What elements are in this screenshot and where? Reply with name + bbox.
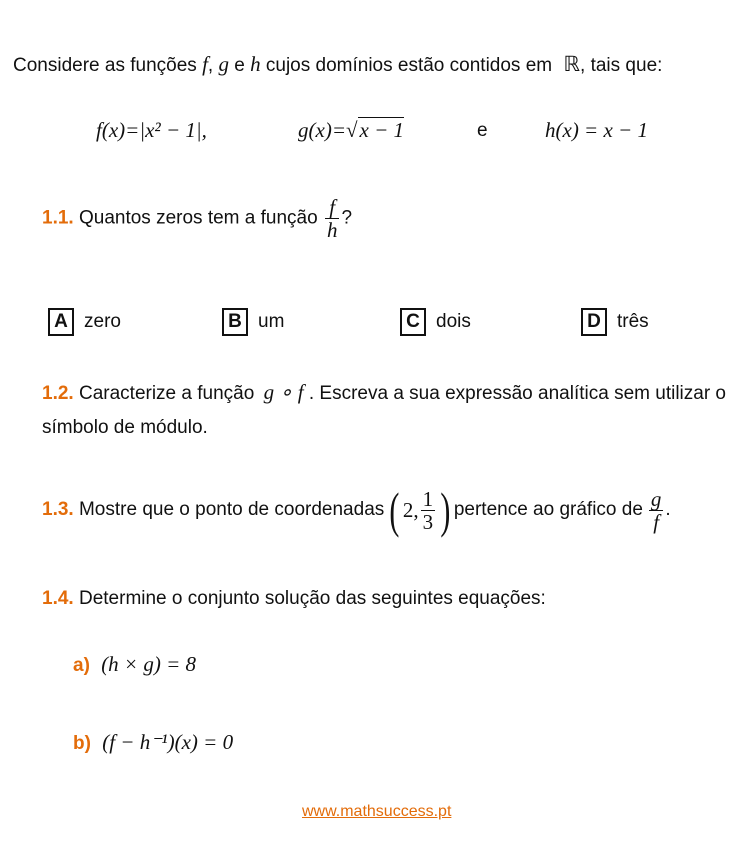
g-eq: =√ <box>331 118 358 142</box>
option-c[interactable] <box>400 308 471 336</box>
option-letter-box: B <box>222 308 248 336</box>
option-letter-box: C <box>400 308 426 336</box>
f-rhs: =|x² − 1|, <box>125 118 207 142</box>
option-label: dois <box>436 311 471 332</box>
frac-den: h <box>326 218 338 242</box>
item-label: a) <box>73 655 90 676</box>
real-set-symbol: ℝ <box>563 52 581 76</box>
coord-a: 2, <box>402 497 419 522</box>
left-paren: ( <box>389 482 400 538</box>
and-word-2: e <box>477 120 488 141</box>
footer-link[interactable]: www.mathsuccess.pt <box>302 803 452 820</box>
f-symbol: f <box>202 52 208 76</box>
g-lhs: g(x) <box>298 118 332 142</box>
option-d[interactable] <box>581 308 649 336</box>
g-radicand: x − 1 <box>359 118 405 142</box>
question-text: Determine o conjunto solução das seguintes equações: <box>78 588 546 609</box>
intro-line <box>13 52 662 77</box>
item-a <box>73 652 196 677</box>
question-number: 1.4. <box>42 588 74 609</box>
option-label: três <box>617 311 649 332</box>
f-definition <box>96 118 207 143</box>
option-label: um <box>258 311 285 332</box>
f-lhs: f(x) <box>96 118 126 142</box>
question-number: 1.1. <box>42 207 74 229</box>
g-definition <box>298 118 404 143</box>
question-mark: ? <box>341 207 353 229</box>
fraction-one-third <box>421 488 436 533</box>
fraction-f-over-h <box>325 196 340 241</box>
question-1-4 <box>42 588 546 610</box>
composition-symbol: g ∘ f <box>263 380 304 404</box>
question-1-3 <box>42 480 671 540</box>
intro-text-after: cujos domínios estão contidos em <box>265 55 553 76</box>
question-text: Mostre que o ponto de coordenadas <box>78 499 385 520</box>
fraction-g-over-f <box>649 488 664 533</box>
question-number: 1.3. <box>42 499 74 520</box>
item-b <box>73 730 233 755</box>
question-text: Caracterize a função <box>78 383 255 404</box>
frac-num: g <box>650 486 662 511</box>
question-number: 1.2. <box>42 383 74 404</box>
question-text: Quantos zeros tem a função <box>78 207 318 229</box>
g-symbol: g <box>218 52 229 76</box>
option-letter-box: D <box>581 308 607 336</box>
and-word: e <box>234 55 245 76</box>
intro-text: Considere as funções <box>13 55 197 76</box>
right-paren: ) <box>440 482 451 538</box>
h-definition: h(x) = x − 1 <box>545 118 648 142</box>
question-1-2 <box>42 380 726 405</box>
item-label: b) <box>73 733 91 754</box>
question-text-after: . Escreva a sua expressão analítica sem utilizar o <box>308 383 726 404</box>
frac-num: 1 <box>422 486 434 511</box>
period: . <box>665 499 671 520</box>
option-b[interactable] <box>222 308 284 336</box>
option-letter-box: A <box>48 308 74 336</box>
equation-b: (f − h⁻¹)(x) = 0 <box>102 730 234 754</box>
comma: , <box>207 55 214 76</box>
intro-text-end: , tais que: <box>580 55 663 76</box>
frac-den: f <box>653 509 660 534</box>
h-symbol: h <box>250 52 261 76</box>
question-text-after: pertence ao gráfico de <box>453 499 643 520</box>
option-label: zero <box>84 311 121 332</box>
frac-num: f <box>325 196 340 219</box>
frac-den: 3 <box>422 509 434 534</box>
option-a[interactable] <box>48 308 121 336</box>
equation-a: (h × g) = 8 <box>101 652 197 676</box>
question-1-2-line2: símbolo de módulo. <box>42 417 208 438</box>
question-1-1 <box>42 196 352 241</box>
